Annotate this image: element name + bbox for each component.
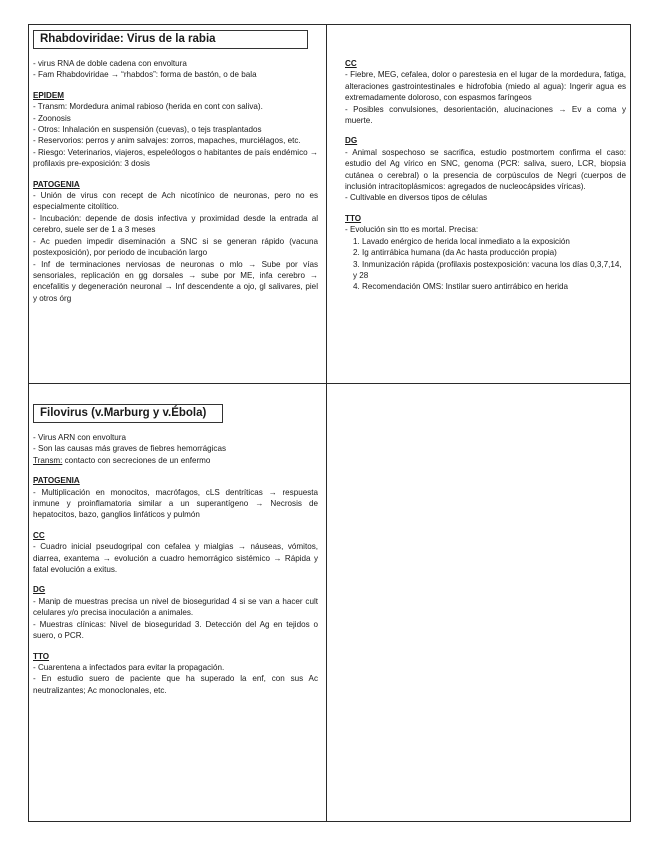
rabia-patogenia-line: - Unión de virus con recept de Ach nicotínico de neuronas, pero no es especialmente citolítico. (33, 191, 318, 212)
filovirus-dg-line: - Manip de muestras precisa un nivel de bioseguridad 4 si se van a hacer cult celulares y/o precisa inoculación a animales. (33, 596, 318, 618)
rabia-tto-item: 3. Inmunización rápida (profilaxis postexposición: vacuna los días 0,3,7,14, y 28 (353, 259, 622, 280)
rabia-epidem-line: - Reservorios: perros y anim salvajes: zorros, mapaches, murciélagos, etc. (33, 136, 301, 146)
filovirus-dg-line: - Muestras clínicas: Nivel de bioseguridad 3. Detección del Ag en tejidos o suero, o PCR. (33, 619, 318, 641)
rabia-cell (33, 30, 318, 304)
rabia-intro-2: - Fam Rhabdoviridae → “rhabdos”: forma de bastón, o de bala (33, 70, 257, 80)
filovirus-tto-line: - En estudio suero de paciente que ha superado la enf, con sus Ac neutralizantes; Ac monoclonales, etc. (33, 674, 318, 695)
row-divider (28, 383, 631, 384)
filovirus-cell (33, 404, 318, 696)
filovirus-tto-line: - Cuarentena a infectados para evitar la propagación. (33, 662, 225, 672)
filovirus-intro-2: - Son las causas más graves de fiebres hemorrágicas (33, 444, 226, 454)
filovirus-patogenia-heading: PATOGENIA (33, 476, 80, 486)
rabia-dg-line: - Cultivable en diversos tipos de células (345, 193, 488, 203)
rabia-cc-heading: CC (345, 59, 357, 68)
rabia-epidem-line: - Otros: Inhalación en suspensión (cuevas), o tejs trasplantados (33, 125, 262, 135)
rabia-tto-intro: - Evolución sin tto es mortal. Precisa: (345, 225, 479, 235)
rabia-patogenia-line: - Incubación: depende de dosis infectiva y proximidad desde la entrada al cerebro, suele ser de 1 a 3 meses (33, 213, 318, 235)
filovirus-transm-text: contacto con secreciones de un enfermo (62, 455, 211, 465)
rabia-intro-1: - virus RNA de doble cadena con envoltura (33, 59, 187, 68)
rabia-patogenia-line: - Ac pueden impedir diseminación a SNC si se generan rápido (vacuna postexposición), por periodo de incubación largo (33, 236, 318, 258)
rabia-tto-item: 4. Recomendación OMS: Instilar suero antirrábico en herida (353, 282, 569, 292)
rabia-epidem-line: - Transm: Mordedura animal rabioso (herida en cont con saliva). (33, 102, 263, 112)
filovirus-title: Filovirus (v.Marburg y v.Ébola) (33, 404, 223, 423)
rabia-cell-continued (345, 58, 626, 293)
filovirus-transm-label: Transm: (33, 455, 63, 465)
rabia-patogenia-heading: PATOGENIA (33, 179, 80, 189)
filovirus-intro-1: - Virus ARN con envoltura (33, 433, 126, 442)
filovirus-transm (33, 455, 318, 466)
filovirus-tto-heading: TTO (33, 651, 50, 661)
filovirus-dg-heading: DG (33, 585, 46, 595)
rabia-dg-heading: DG (345, 136, 358, 146)
rabia-patogenia-line: - Inf de terminaciones nerviosas de neuronas o mlo → Sube por vías sensoriales, replicación en gg dorsales → sube por ME, infa cerebro → encefalitis y degeneración neuronal → Inf descendente a ojo, gl salivares, piel y otros órg (33, 259, 318, 303)
rabia-dg-line: - Animal sospechoso se sacrifica, estudio postmortem confirma el caso: estudio del Ag vírico en SNC, genoma (PCR: saliva, suero, LCR, biopsia cutánea o cerebral) o la presencia de corpúsculos de Negri (cuerpos de inclusión intracitoplásmicos: agregados de nucleocápsides víricas). (345, 147, 626, 192)
rabia-epidem-line: - Riesgo: Veterinarios, viajeros, espeleólogos o habitantes de país endémico → profilaxis pre-exposición: 3 dosis (33, 147, 318, 169)
rabia-epidem-line: - Zoonosis (33, 113, 71, 123)
filovirus-cc-heading: CC (33, 530, 45, 540)
filovirus-patogenia-line: - Multiplicación en monocitos, macrófagos, cLS dentríticas → respuesta inmune y proinflamatoria similar a un superantígeno → Necrosis de hepatocitos, bazo, ganglios linfáticos y pulmón (33, 487, 318, 520)
rabia-tto-item: 1. Lavado enérgico de herida local inmediato a la exposición (353, 236, 570, 246)
rabia-epidem-heading: EPIDEM (33, 90, 65, 100)
column-divider (326, 24, 327, 822)
rabia-cc-line: - Fiebre, MEG, cefalea, dolor o parestesia en el lugar de la mordedura, fatiga, alteraciones gastrointestinales e hidrofobia (miedo al agua): Ingerir agua es extremadamente doloroso, con espasmos faríngeos (345, 70, 626, 103)
filovirus-cc-line: - Cuadro inicial pseudogripal con cefalea y mialgias → náuseas, vómitos, diarrea, exantema → evolución a cuadro hemorrágico sistémico → Rápida y fatal evolución a exitus. (33, 542, 318, 575)
rabia-cc-line: - Posibles convulsiones, desorientación, alucinaciones → Ev a coma y muerte. (345, 104, 626, 126)
rabia-title: Rhabdoviridae: Virus de la rabia (33, 30, 308, 49)
rabia-tto-item: 2. Ig antirrábica humana (da Ac hasta producción propia) (353, 248, 557, 258)
rabia-tto-heading: TTO (345, 213, 362, 223)
